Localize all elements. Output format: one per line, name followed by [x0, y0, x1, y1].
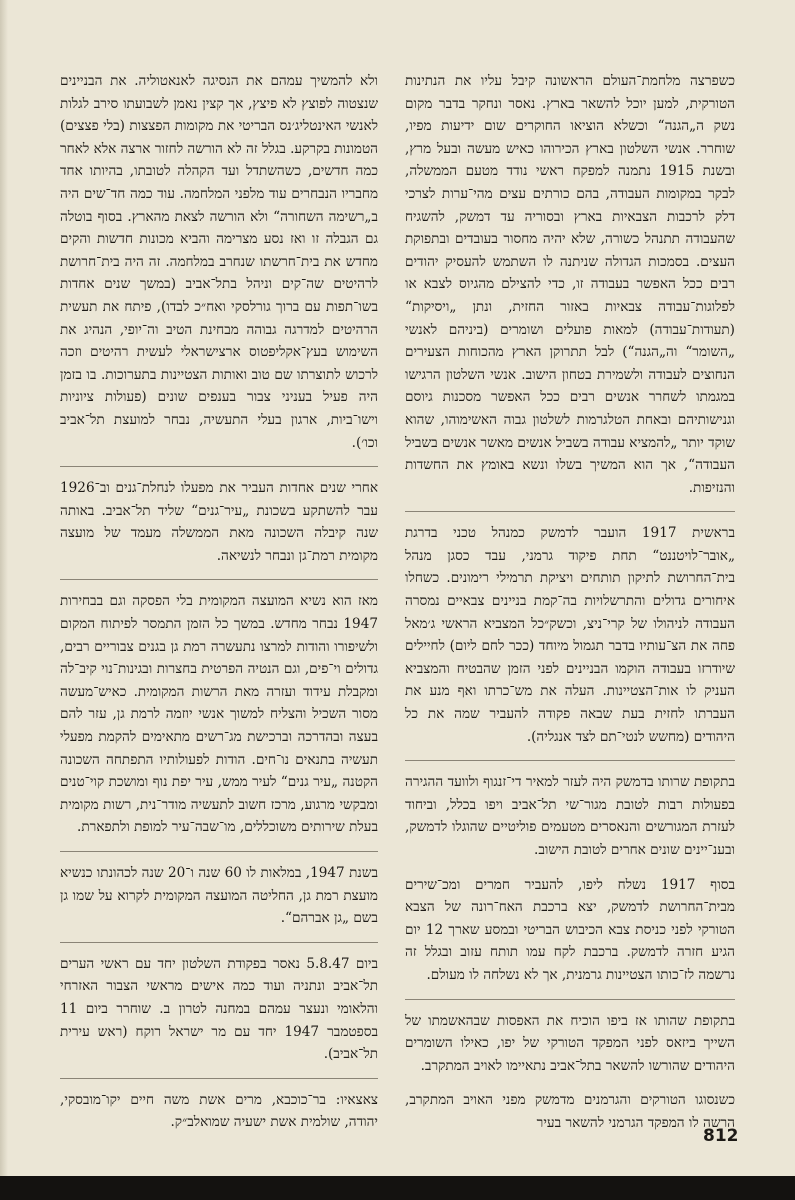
paragraph: אחרי שנים אחדות העביר את מפעלו לנחלת־גנים וב־1926 עבר להשתקע בשכונת „עיר־גנים“ שליד תל־אביב. באותה שנה קיבלה השכונה מאת הממשלה מעמד של מועצה מקומית רמת־גן ונבחר לנשיאה.	[60, 480, 378, 564]
paragraph-divider	[405, 999, 735, 1000]
paragraph-divider	[60, 942, 378, 943]
paragraph-divider	[405, 760, 735, 761]
paragraph: בתקופת שרותו בדמשק היה לעזר למאיר די־זנגוף ולוועד ההגירה בפעולות רבות לטובת מגור־שי תל־אביב ויפו בכלל, וביחוד לעזרת המגורשים והנאסרים מטעמים פוליטיים שהוגלו לדמשק, ובענ־יינים שונים אחרים לטובת הישוב.	[405, 774, 735, 858]
paragraph: מאז הוא נשיא המועצה המקומית בלי הפסקה וגם בבחירות 1947 נבחר מחדש. במשך כל הזמן התמסר לפיתוח המקום ולשיפורו והודות למרצו נתעשרה רמת גן בגנים צבוריים רבים, גדולים וי־פים, וגם הנטיה הפרטית בחצרות ובגינות־נוי קיב־לה ומקבלת עידוד ועזרה מאת הרשות המקומית. כאיש־מעשה מסור השכיל והצליח למשוך אנשי יוזמה לרמת גן, עזר להם בעצה ובהדרכה וברכישת מג־רשים מתאימים להקמת מפעלי תעשיה בתנאים נו־חים. הודות לפעולותיו התפתחה השכונה הקטנה „עיר גנים“ לעיר ממש, עיר יפת נוף ומושכת קוי־טנים ומבקשי מרגוע, מרכז חשוב לתעשיה מודר־נית, רשות מקומית בעלת שירותים משוכללים, מו־שבה־עיר למופת ולתפארת.	[60, 593, 378, 836]
paragraph-divider	[60, 851, 378, 852]
paragraph: בשנת 1947, במלאות לו 60 שנה ו־20 שנה לכהונתו כנשיא מועצת רמת גן, החליטה המועצה המקומית לקרוא על שמו גן בשם „גן אברהם“.	[60, 865, 378, 927]
paragraph: בסוף 1917 נשלח ליפו, להעביר חמרים ומכ־שירים מבית־החרושת לדמשק, יצא ברכבת האח־רונה של הצבא הטורקי לפני כניסת צבא הכיבוש הבריטי ובמסע שארך 12 יום הגיע חזרה לדמשק. ברכבת לקח עמו תותח עזוב ובגלל זה נרשמה לז־כותו הצטיינות גרמנית, אך לא נשלחה לו מעולם.	[405, 876, 735, 983]
page-number: 812	[703, 1126, 739, 1146]
paragraph: בתקופת שהותו אז ביפו הוכיח את האפסות שבהאשמתו של השייך ביזאס לפני המפקד הטורקי של יפו, כאילו השומרים היהודים שהורשו להשאר בתל־אביב נתאיימו לאויב המתקרב.	[405, 1012, 735, 1074]
paragraph-divider	[60, 1078, 378, 1079]
page-gutter-shadow	[0, 0, 8, 1200]
paragraph: ולא להמשיך עמהם את הנסיגה לאנאטוליה. את הבניינים שנצטוה לפוצץ לא פיצץ, אך קצין נאמן לשבועתו סירב לגלות לאנשי האינטליג׳נס הבריטי את מקומות הפצצות (בלי פצצים) הטמונות בקרקע. בגלל זה לא הורשה לחזור ארצה אלא לאחר כמה חדשים, כשהשתדל ועד הקהלה לטובתו, בהיותו אחד מחבריו הנבחרים עוד מלפני המלחמה. עוד כמה חד־שים היה ב„רשימה השחורה“ ולא הורשה לצאת מהארץ. בסוף בוטלה גם הגבלה זו ואז נסע מצרימה והביא מכונות חדשות והקים מחדש את בית־חרשתו שנחרב במלחמה. זה היה בית־חרושת לרהיטים שה־קים וניהל בתל־אביב (במשך שנים אחדות בשו־תפות עם ברוך גורלסקי ואח״כ לבדו), פיתח את תעשית הרהיטים למדרגה גבוהה מבחינת הטיב וה־יופי, הנהיג את השימוש בעץ־אקליפטוס ארצישראלי לעשית רהיטים וזכה לרכוש לתוצרתו שם טוב ואותות הצטיינות בתערוכות. בו בזמן היה פעיל בעניני צבור בענפים שונים (פעולות ציוניות וישו־ביות, ארגון בעלי התעשיה, נבחר למועצת תל־אביב וכו׳).	[60, 73, 378, 451]
left-text-column	[60, 70, 378, 1146]
scan-bottom-edge	[0, 1176, 795, 1200]
paragraph-divider	[60, 466, 378, 467]
right-text-column	[405, 70, 735, 1147]
paragraph: כשנסוגו הטורקים והגרמנים מדמשק מפני האויב המתקרב, הרשה לו המפקד הגרמני להשאר בעיר	[405, 1092, 735, 1131]
paragraph: בראשית 1917 הועבר לדמשק כמנהל טכני בדרגת „אובר־לויטננט“ תחת פיקוד גרמני, עבד כסגן מנהל בית־החרושת לתיקון תותחים ויציקת תרמילי רימונים. כשחלו איחורים גדולים והתרשלויות בה־קמת בניינים צבאיים נמסרה העבודה לניהולו של קרי־ניצ, וכשק״כל המצביא הראשי ג׳מאל פחה את הצ־עותיו בדבר תגמול מיוחד (ככר לחם ליום) לחיילים שיודרזו בעבודה הוקמו הבניינים לפני הזמן שהבטיח והמצביא העניק לו אות־הצטיינות. העלה את מש־כרתו ואף מנע את העברתו לחזית בעת שבאה פקודה להעביר שמה את כל היהודים (מחשש לנטי־תם לצד אנגליה).	[405, 525, 735, 745]
paragraph: ביום 5.8.47 נאסר בפקודת השלטון יחד עם ראשי הערים תל־אביב ונתניה ועוד כמה אישים מראשי הצבור האזרחי והלאומי ונעצר עמהם במחנה לטרון ב. שוחרר ביום 11 בספטמבר 1947 יחד עם מר ישראל רוקח (ראש עירית תל־אביב).	[60, 955, 378, 1063]
paragraph-divider	[60, 579, 378, 580]
paragraph-divider	[405, 511, 735, 512]
paragraph: כשפרצה מלחמת־העולם הראשונה קיבל עליו את הנתינות הטורקית, למען יוכל להשאר בארץ. נאסר ונחקר בדבר מקום נשק ה„הגנה“ וכשלא הוציאו החוקרים שום ידיעות מפיו, שוחרר. אנשי השלטון בארץ הכירוהו כאיש מעשה ובעל מרץ, ובשנת 1915 נתמנה למפקח ראשי נודד מטעם הממשלה, לבקר במקומות העבודה, בהם כורתים עצים מהי־ערות לצרכי דלק לרכבות הצבאיות בארץ ובסוריה עד דמשק, להשגיח שהעבודה תתנהל כשורה, שלא יהיה מחסור בעובדים ובתפוקת העצים. בסמכות הגדולה שניתנה לו השתמש להעסיק יהודים רבים ככל האפשר בעבודה זו, כדי להצילם מהגיוס לצבא או לפלוגות־עבודה צבאיות באזור החזית, ונתן „ויסיקות“ (תעודות־עבודה) למאות פועלים ושומרים (ביניהם לאנשי „השומר“ וה„הגנה“) לבל תתרוקן הארץ מהכוחות הצעירים הנחוצים לעבודה ולשמירת בטחון הישוב. אנשי השלטון הרגישו במגמתו לשחרר אנשים רבים ככל האפשר מסכנות גיוסם וגנישותיהם ובאחת הטלגרמות לשלטון גבוה האשימוהו, שהוא שוקד יותר „להמציא עבודה בשביל אנשים מאשר אנשים בשביל העבודה“, אך הוא המשיך בשלו ונשא באומץ את החשדות והנזיפות.	[404, 73, 736, 496]
paragraph: צאצאיו: בר־כוכבא, מרים אשת משה חיים יקו־מובסקי, יהודה, שולמית אשת ישעיה שמואלב״ק.	[60, 1091, 378, 1131]
